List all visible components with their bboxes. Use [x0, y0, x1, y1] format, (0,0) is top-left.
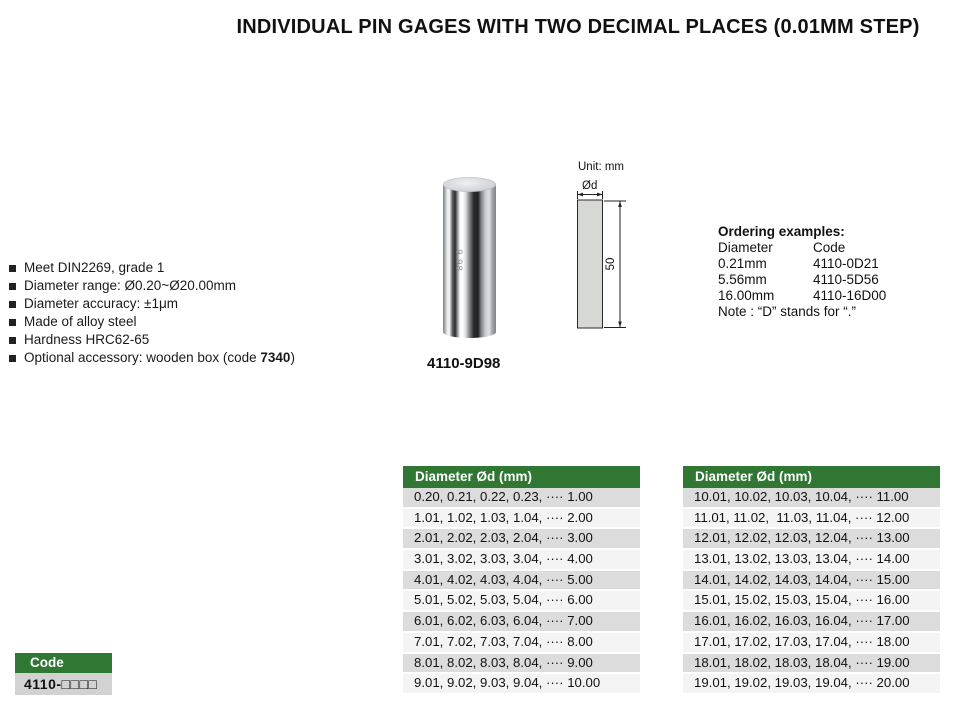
feature-text-pre: Meet DIN2269, grade 1	[24, 260, 165, 275]
feature-item	[9, 349, 399, 367]
feature-text	[24, 295, 178, 313]
feature-item	[9, 259, 399, 277]
ordering-heading: Ordering examples:	[718, 224, 845, 239]
feature-item	[9, 313, 399, 331]
bullet-icon	[9, 283, 16, 290]
code-box-value: 4110-□□□□	[15, 673, 112, 695]
diameter-table-left-header: Diameter Ød (mm)	[403, 466, 640, 488]
ordering-row	[718, 272, 928, 288]
feature-text	[24, 259, 164, 277]
bullet-icon	[9, 355, 16, 362]
width-dim-label: Ød	[582, 180, 598, 192]
feature-text	[24, 277, 236, 295]
ordering-diameter-value: 16.00mm	[718, 288, 775, 303]
product-code-label: 4110-9D98	[427, 355, 501, 372]
bullet-icon	[9, 265, 16, 272]
feature-text-pre: Diameter accuracy: ±1μm	[24, 296, 178, 311]
feature-text	[24, 331, 149, 349]
table-row: 10.01, 10.02, 10.03, 10.04, ···· 11.00	[683, 488, 940, 509]
bullet-icon	[9, 337, 16, 344]
table-row: 15.01, 15.02, 15.03, 15.04, ···· 16.00	[683, 591, 940, 612]
feature-item	[9, 295, 399, 313]
ordering-examples	[718, 224, 928, 320]
table-row: 6.01, 6.02, 6.03, 6.04, ···· 7.00	[403, 612, 640, 633]
table-row: 2.01, 2.02, 2.03, 2.04, ···· 3.00	[403, 529, 640, 550]
feature-text-pre: Diameter range: Ø0.20~Ø20.00mm	[24, 278, 236, 293]
ordering-diameter-value: 5.56mm	[718, 272, 767, 287]
unit-label: Unit: mm	[578, 161, 624, 173]
code-box-header: Code	[15, 653, 112, 673]
table-row: 13.01, 13.02, 13.03, 13.04, ···· 14.00	[683, 550, 940, 571]
ordering-col-diameter: Diameter	[718, 240, 773, 255]
bullet-icon	[9, 319, 16, 326]
table-row: 9.01, 9.02, 9.03, 9.04, ···· 10.00	[403, 674, 640, 695]
feature-item	[9, 331, 399, 349]
feature-text-pre: Optional accessory: wooden box (code	[24, 350, 261, 365]
table-row: 5.01, 5.02, 5.03, 5.04, ···· 6.00	[403, 591, 640, 612]
table-row: 8.01, 8.02, 8.03, 8.04, ···· 9.00	[403, 654, 640, 675]
ordering-code-value: 4110-5D56	[813, 272, 879, 287]
table-row: 17.01, 17.02, 17.03, 17.04, ···· 18.00	[683, 633, 940, 654]
diameter-table-right	[683, 466, 940, 695]
table-row: 1.01, 1.02, 1.03, 1.04, ···· 2.00	[403, 509, 640, 530]
ordering-diameter-value: 0.21mm	[718, 256, 767, 271]
diameter-table-right-rows	[683, 488, 940, 695]
table-row: 18.01, 18.02, 18.03, 18.04, ···· 19.00	[683, 654, 940, 675]
diameter-table-left	[403, 466, 640, 695]
feature-text-bold: 7340	[260, 350, 291, 365]
height-dim-label: 50	[605, 257, 617, 271]
ordering-row	[718, 256, 928, 272]
ordering-row	[718, 288, 928, 304]
table-row: 16.01, 16.02, 16.03, 16.04, ···· 17.00	[683, 612, 940, 633]
feature-item	[9, 277, 399, 295]
table-row: 0.20, 0.21, 0.22, 0.23, ···· 1.00	[403, 488, 640, 509]
code-box	[15, 653, 112, 695]
page-title: INDIVIDUAL PIN GAGES WITH TWO DECIMAL PLACES (0.01MM STEP)	[236, 16, 920, 39]
ordering-note: Note : “D” stands for “.”	[718, 304, 857, 319]
feature-text	[24, 313, 137, 331]
ordering-code-value: 4110-16D00	[813, 288, 887, 303]
table-row: 4.01, 4.02, 4.03, 4.04, ···· 5.00	[403, 571, 640, 592]
feature-text	[24, 349, 295, 367]
pin-top-cap	[443, 177, 496, 192]
feature-text-post: )	[290, 350, 295, 365]
diameter-table-left-rows	[403, 488, 640, 695]
pin-body	[443, 184, 496, 338]
diameter-table-right-header: Diameter Ød (mm)	[683, 466, 940, 488]
table-row: 19.01, 19.02, 19.03, 19.04, ···· 20.00	[683, 674, 940, 695]
features-list	[9, 259, 399, 367]
pin-engraving: 9.98	[452, 249, 464, 272]
ordering-col-code: Code	[813, 240, 846, 255]
feature-text-pre: Hardness HRC62-65	[24, 332, 150, 347]
pin-profile-rect	[578, 200, 603, 328]
table-row: 12.01, 12.02, 12.03, 12.04, ···· 13.00	[683, 529, 940, 550]
ordering-rows	[718, 256, 928, 304]
table-row: 11.01, 11.02, 11.03, 11.04, ···· 12.00	[683, 509, 940, 530]
bullet-icon	[9, 301, 16, 308]
feature-text-pre: Made of alloy steel	[24, 314, 137, 329]
pin-gage-image	[443, 177, 496, 338]
ordering-code-value: 4110-0D21	[813, 256, 879, 271]
table-row: 14.01, 14.02, 14.03, 14.04, ···· 15.00	[683, 571, 940, 592]
table-row: 3.01, 3.02, 3.03, 3.04, ···· 4.00	[403, 550, 640, 571]
dimension-drawing	[555, 156, 647, 338]
ordering-columns-row	[718, 240, 928, 256]
table-row: 7.01, 7.02, 7.03, 7.04, ···· 8.00	[403, 633, 640, 654]
